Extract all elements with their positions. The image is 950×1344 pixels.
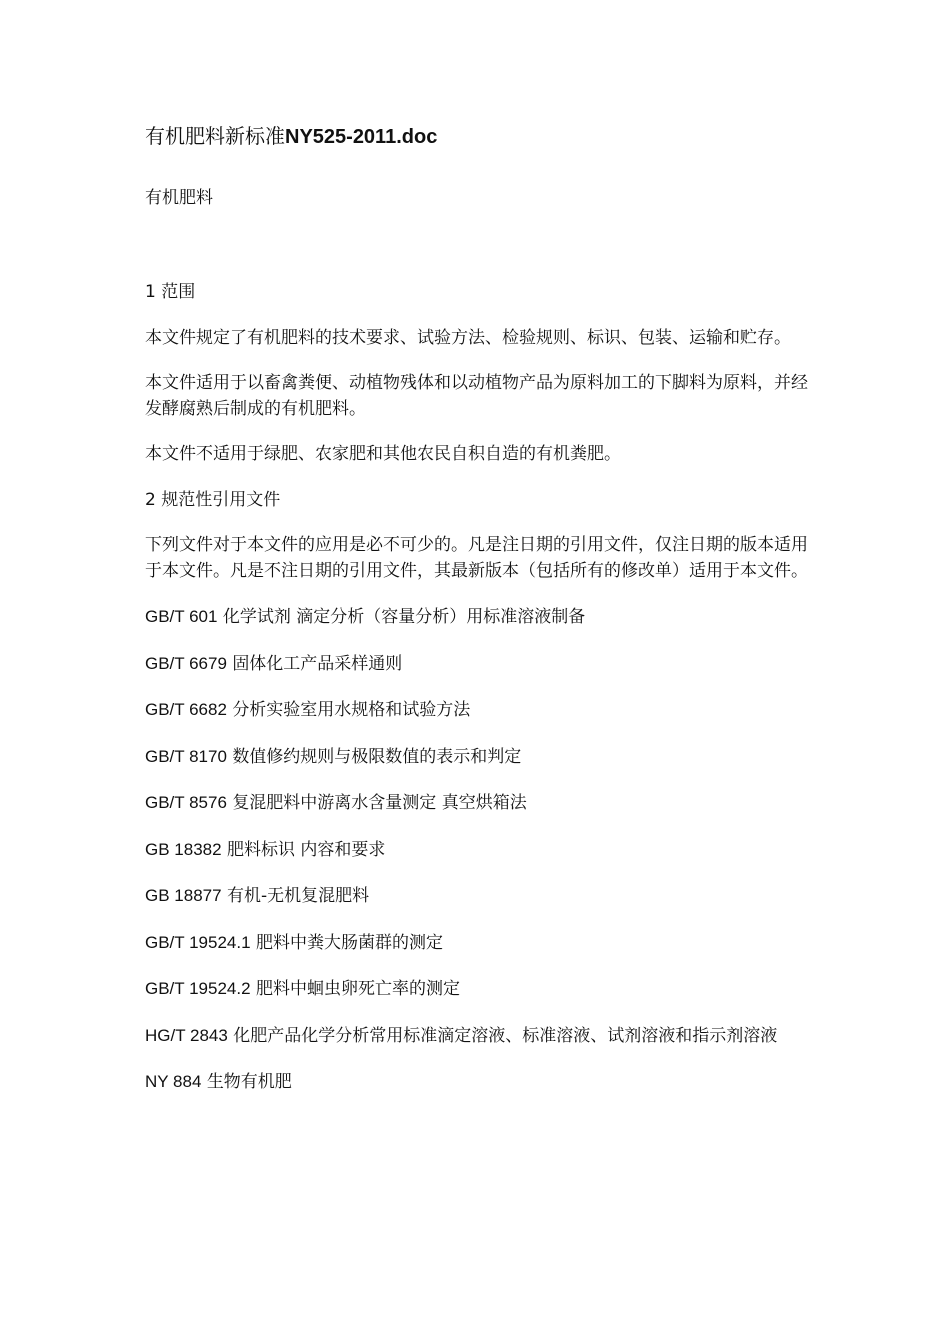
reference-title: 固体化工产品采样通则: [232, 653, 403, 674]
reference-code: GB/T 8576: [145, 793, 227, 812]
paragraph-scope-applicable: 本文件适用于以畜禽粪便、动植物残体和以动植物产品为原料加工的下脚料为原料，并经发酵腐熟后制成的有机肥料。: [145, 373, 808, 419]
reference-item: [145, 790, 810, 817]
reference-title: 肥料中粪大肠菌群的测定: [255, 932, 443, 953]
reference-item: [145, 976, 810, 1003]
reference-title: 化肥产品化学分析常用标准滴定溶液、标准溶液、试剂溶液和指示剂溶液: [233, 1025, 778, 1046]
reference-item: [145, 1023, 810, 1050]
reference-item: [145, 697, 810, 724]
reference-title: 复混肥料中游离水含量测定 真空烘箱法: [232, 793, 527, 813]
reference-code: GB 18877: [145, 886, 222, 905]
reference-item: [145, 651, 810, 678]
section-heading-normative-references: 2 规范性引用文件: [145, 489, 281, 510]
document-title-cn: 有机肥料新标准: [145, 124, 285, 148]
reference-code: NY 884: [145, 1072, 202, 1091]
reference-item: [145, 1069, 810, 1096]
reference-code: GB/T 19524.1: [145, 932, 251, 952]
paragraph-scope-excluded: 本文件不适用于绿肥、农家肥和其他农民自积自造的有机粪肥。: [145, 444, 621, 464]
paragraph-scope-content: 本文件规定了有机肥料的技术要求、试验方法、检验规则、标识、包装、运输和贮存。: [145, 327, 791, 348]
reference-code: HG/T 2843: [145, 1025, 228, 1045]
section-heading-scope: 1 范围: [145, 282, 196, 302]
reference-title: 肥料标识 内容和要求: [226, 839, 386, 860]
reference-item: [145, 883, 810, 910]
reference-item: [145, 744, 810, 771]
document-subtitle: 有机肥料: [145, 188, 213, 208]
document-body: [145, 280, 810, 1116]
reference-title: 化学试剂 滴定分析（容量分析）用标准溶液制备: [222, 607, 586, 627]
document-title: [145, 122, 437, 151]
reference-item: [145, 604, 810, 631]
reference-code: GB/T 19524.2: [145, 979, 251, 998]
reference-title: 数值修约规则与极限数值的表示和判定: [232, 746, 522, 767]
reference-item: [145, 930, 810, 957]
paragraph-references-intro: 下列文件对于本文件的应用是必不可少的。凡是注日期的引用文件，仅注日期的版本适用于本文件。凡是不注日期的引用文件，其最新版本（包括所有的修改单）适用于本文件。: [145, 535, 808, 581]
reference-code: GB/T 6679: [145, 653, 227, 673]
reference-code: GB/T 6682: [145, 700, 227, 719]
reference-code: GB 18382: [145, 839, 222, 859]
reference-title: 肥料中蛔虫卵死亡率的测定: [255, 979, 460, 999]
reference-title: 有机-无机复混肥料: [226, 886, 370, 906]
reference-title: 生物有机肥: [206, 1072, 292, 1092]
reference-title: 分析实验室用水规格和试验方法: [232, 700, 471, 720]
reference-code: GB/T 601: [145, 607, 218, 626]
reference-code: GB/T 8170: [145, 746, 227, 766]
document-title-code: NY525-2011.doc: [285, 126, 438, 148]
reference-item: [145, 837, 810, 864]
